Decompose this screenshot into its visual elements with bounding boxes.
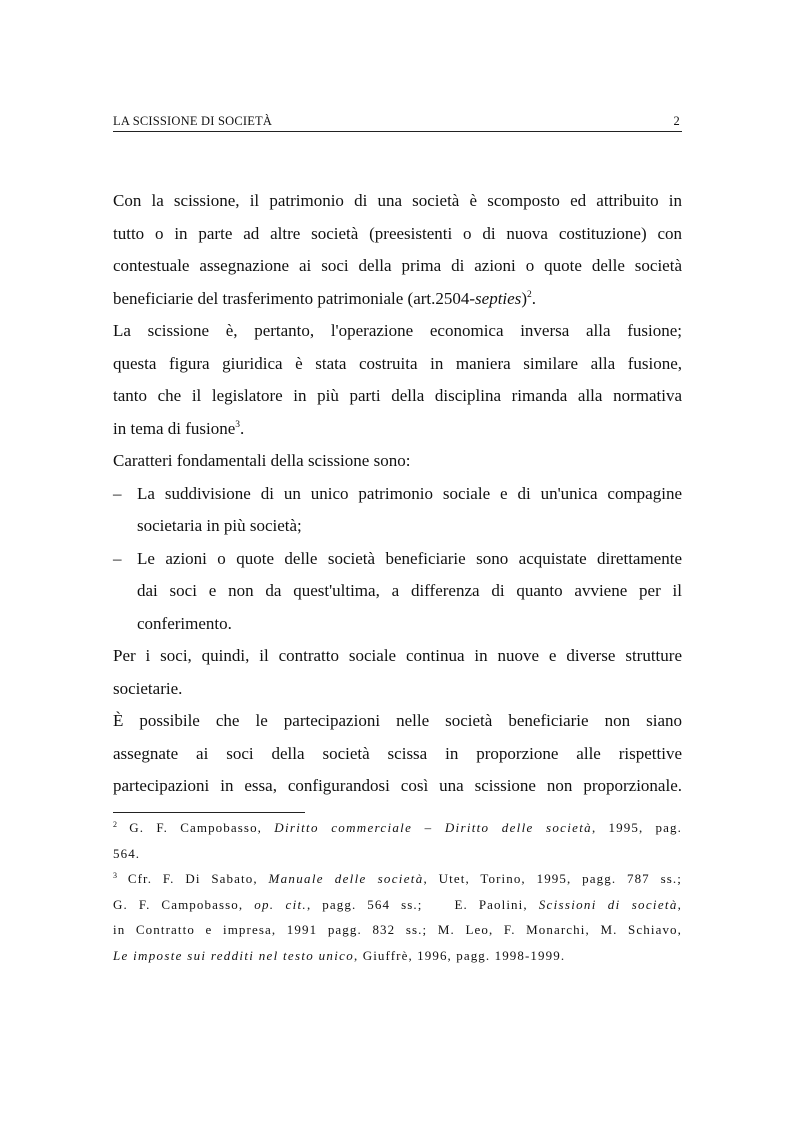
fn3-part5: E. Paolini, [454,896,539,912]
b1-line1: La suddivisione di un unico patrimonio sociale e di un'unica compagine [137,483,682,503]
fn2-rest: , 1995, pag. [591,820,682,835]
footnote-ref-3[interactable]: 3 [235,419,241,430]
p1-line4-text: beneficiarie del trasferimento patrimoniale (art.2504- [113,288,476,308]
fn2-number: 2 [113,820,117,829]
p1-line4-end: . [531,288,536,308]
p1-line1: Con la scissione, il patrimonio di una società è scomposto ed attribuito in [113,191,682,210]
footnote-separator [113,812,305,813]
fn3-line2 [113,892,682,918]
paragraph-4 [113,640,682,705]
bullet-item-1 [113,478,682,543]
b2-line1: Le azioni o quote delle società beneficiarie sono acquistate direttamente [137,548,682,568]
header-title: LA SCISSIONE DI SOCIETÀ [113,114,273,128]
p4-line1: Per i soci, quindi, il contratto sociale continua in nuove e diverse strutture [113,646,682,665]
p2-line3: tanto che il legislatore in più parti della disciplina rimanda alla normativa [113,386,682,405]
fn3-part4: , pagg. 564 ss.; [306,896,423,912]
fn3-line1 [113,866,682,892]
p2-line4-end: . [240,418,245,438]
b2-line3: conferimento. [137,613,232,633]
page-number: 2 [673,114,680,128]
fn2-line1 [113,815,682,841]
p1-line4-close: ) [521,288,527,308]
dash-marker: – [113,483,122,503]
paragraph-3: Caratteri fondamentali della scissione sono: [113,451,411,470]
paragraph-2 [113,315,682,445]
p2-line1: La scissione è, pertanto, l'operazione economica inversa alla fusione; [113,321,682,340]
fn3-part2: , Utet, Torino, 1995, pagg. 787 ss.; [423,871,682,886]
fn2-line2: 564. [113,845,141,861]
fn3-title3: Le imposte sui redditi nel testo unico [113,947,355,963]
fn3-title2: Scissioni di società [538,896,678,912]
p5-line1: È possibile che le partecipazioni nelle società beneficiarie non siano [113,711,682,730]
p2-line4-text: in tema di fusione [113,418,236,438]
fn3-title1: Manuale delle società [268,871,424,886]
p5-line2: assegnate ai soci della società scissa in proporzione alle rispettive [113,743,682,763]
body-text [113,185,682,803]
p2-line2: questa figura giuridica è stata costruita in maniera similare alla fusione, [113,353,682,373]
fn3-part8: , Giuffrè, 1996, pagg. 1998-1999. [354,947,566,963]
footnotes [113,815,682,968]
p1-line3: contestuale assegnazione ai soci della prima di azioni o quote delle società [113,256,682,275]
p2-line4 [113,413,682,446]
fn3-part6: , [677,896,682,912]
b1-line2: societaria in più società; [137,516,302,535]
p1-line4 [113,283,682,316]
paragraph-5 [113,705,682,803]
footnote-ref-2[interactable]: 2 [526,289,532,300]
fn3-part1: Cfr. F. Di Sabato, [127,871,269,886]
b2-line2: dai soci e non da quest'ultima, a differenza di quanto avviene per il [137,581,682,600]
fn3-line4 [113,943,682,969]
p5-line3: partecipazioni in essa, configurandosi così una scissione non proporzionale. [113,776,682,795]
p4-line2: societarie. [113,678,183,698]
fn3-line3: in Contratto e impresa, 1991 pagg. 832 ss.; M. Leo, F. Monarchi, M. Schiavo, [113,922,682,937]
paragraph-1 [113,185,682,315]
dash-marker: – [113,548,122,568]
bullet-item-2 [113,543,682,641]
running-header [113,113,682,132]
fn3-part3: G. F. Campobasso, [113,896,255,912]
footnote-3 [113,866,682,968]
footnote-2 [113,815,682,866]
fn2-author: G. F. Campobasso, [129,820,275,835]
p1-line4-italic: septies [475,288,522,308]
fn2-title: Diritto commerciale – Diritto delle società [274,820,592,835]
fn3-number: 3 [113,871,117,880]
p1-line2: tutto o in parte ad altre società (preesistenti o di nuova costituzione) con [113,223,682,243]
fn3-opcit: op. cit. [254,896,307,912]
